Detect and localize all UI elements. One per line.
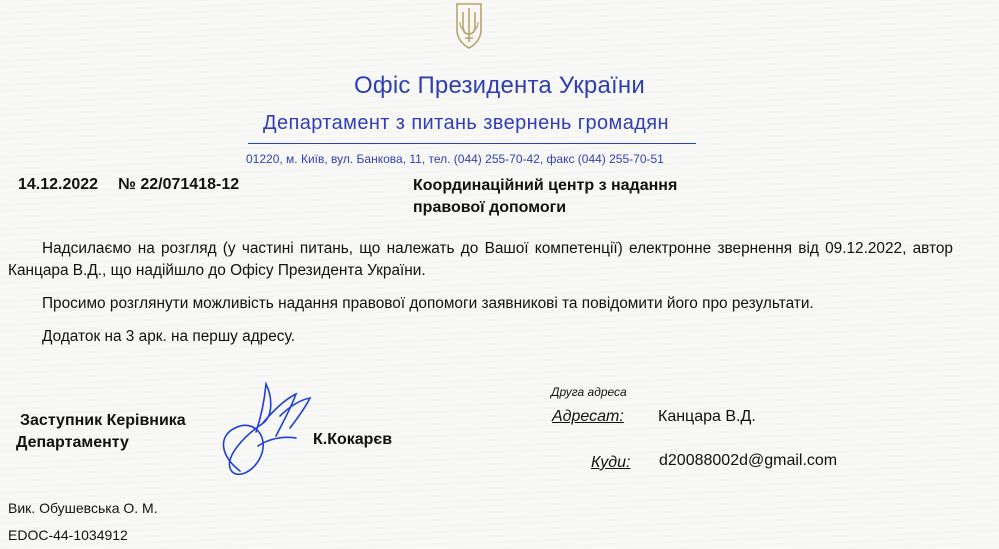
body-paragraph: Надсилаємо на розгляд (у частині питань, що належать до Вашої компетенції) електронне звернення від 09.12.2022, автор Канцара В.Д., що надійшло до Офісу Президента України. <box>8 240 953 279</box>
letter-date: 14.12.2022 <box>18 176 99 193</box>
attachment-note: Додаток на 3 арк. на першу адресу. <box>42 328 295 345</box>
signer-title-line: Заступник Керівника <box>20 412 186 429</box>
handwritten-signature <box>200 376 330 496</box>
outgoing-reference <box>18 176 239 194</box>
signer-position <box>16 410 186 454</box>
signer-name: К.Кокарєв <box>313 431 393 448</box>
addressee-value: Канцара В.Д. <box>658 408 756 425</box>
recipient-line: Координаційний центр з надання <box>413 177 678 194</box>
recipient-block <box>413 175 773 219</box>
executor-line: Вик. Обушевська О. М. <box>8 500 158 516</box>
office-name: Офіс Президента України <box>354 72 645 99</box>
signer-title-line: Департаменту <box>16 434 129 451</box>
department-name: Департамент з питань звернень громадян <box>263 112 669 134</box>
send-to-email: d20088002d@gmail.com <box>659 452 838 469</box>
addressee-label: Адресат: <box>552 408 624 425</box>
second-address-caption: Друга адреса <box>551 385 627 399</box>
trident-emblem-icon <box>449 0 489 50</box>
letter-number: № 22/071418-12 <box>118 176 240 193</box>
letter-body <box>8 238 953 359</box>
recipient-line: правової допомоги <box>413 199 567 216</box>
office-address: 01220, м. Київ, вул. Банкова, 11, тел. (044) 255-70-42, факс (044) 255-70-51 <box>246 152 664 166</box>
send-to-label: Куди: <box>591 454 631 471</box>
header-divider <box>248 143 696 144</box>
body-paragraph: Просимо розглянути можливість надання правової допомоги заявникові та повідомити його про результати. <box>42 295 814 312</box>
document-id: EDOC-44-1034912 <box>8 527 128 543</box>
